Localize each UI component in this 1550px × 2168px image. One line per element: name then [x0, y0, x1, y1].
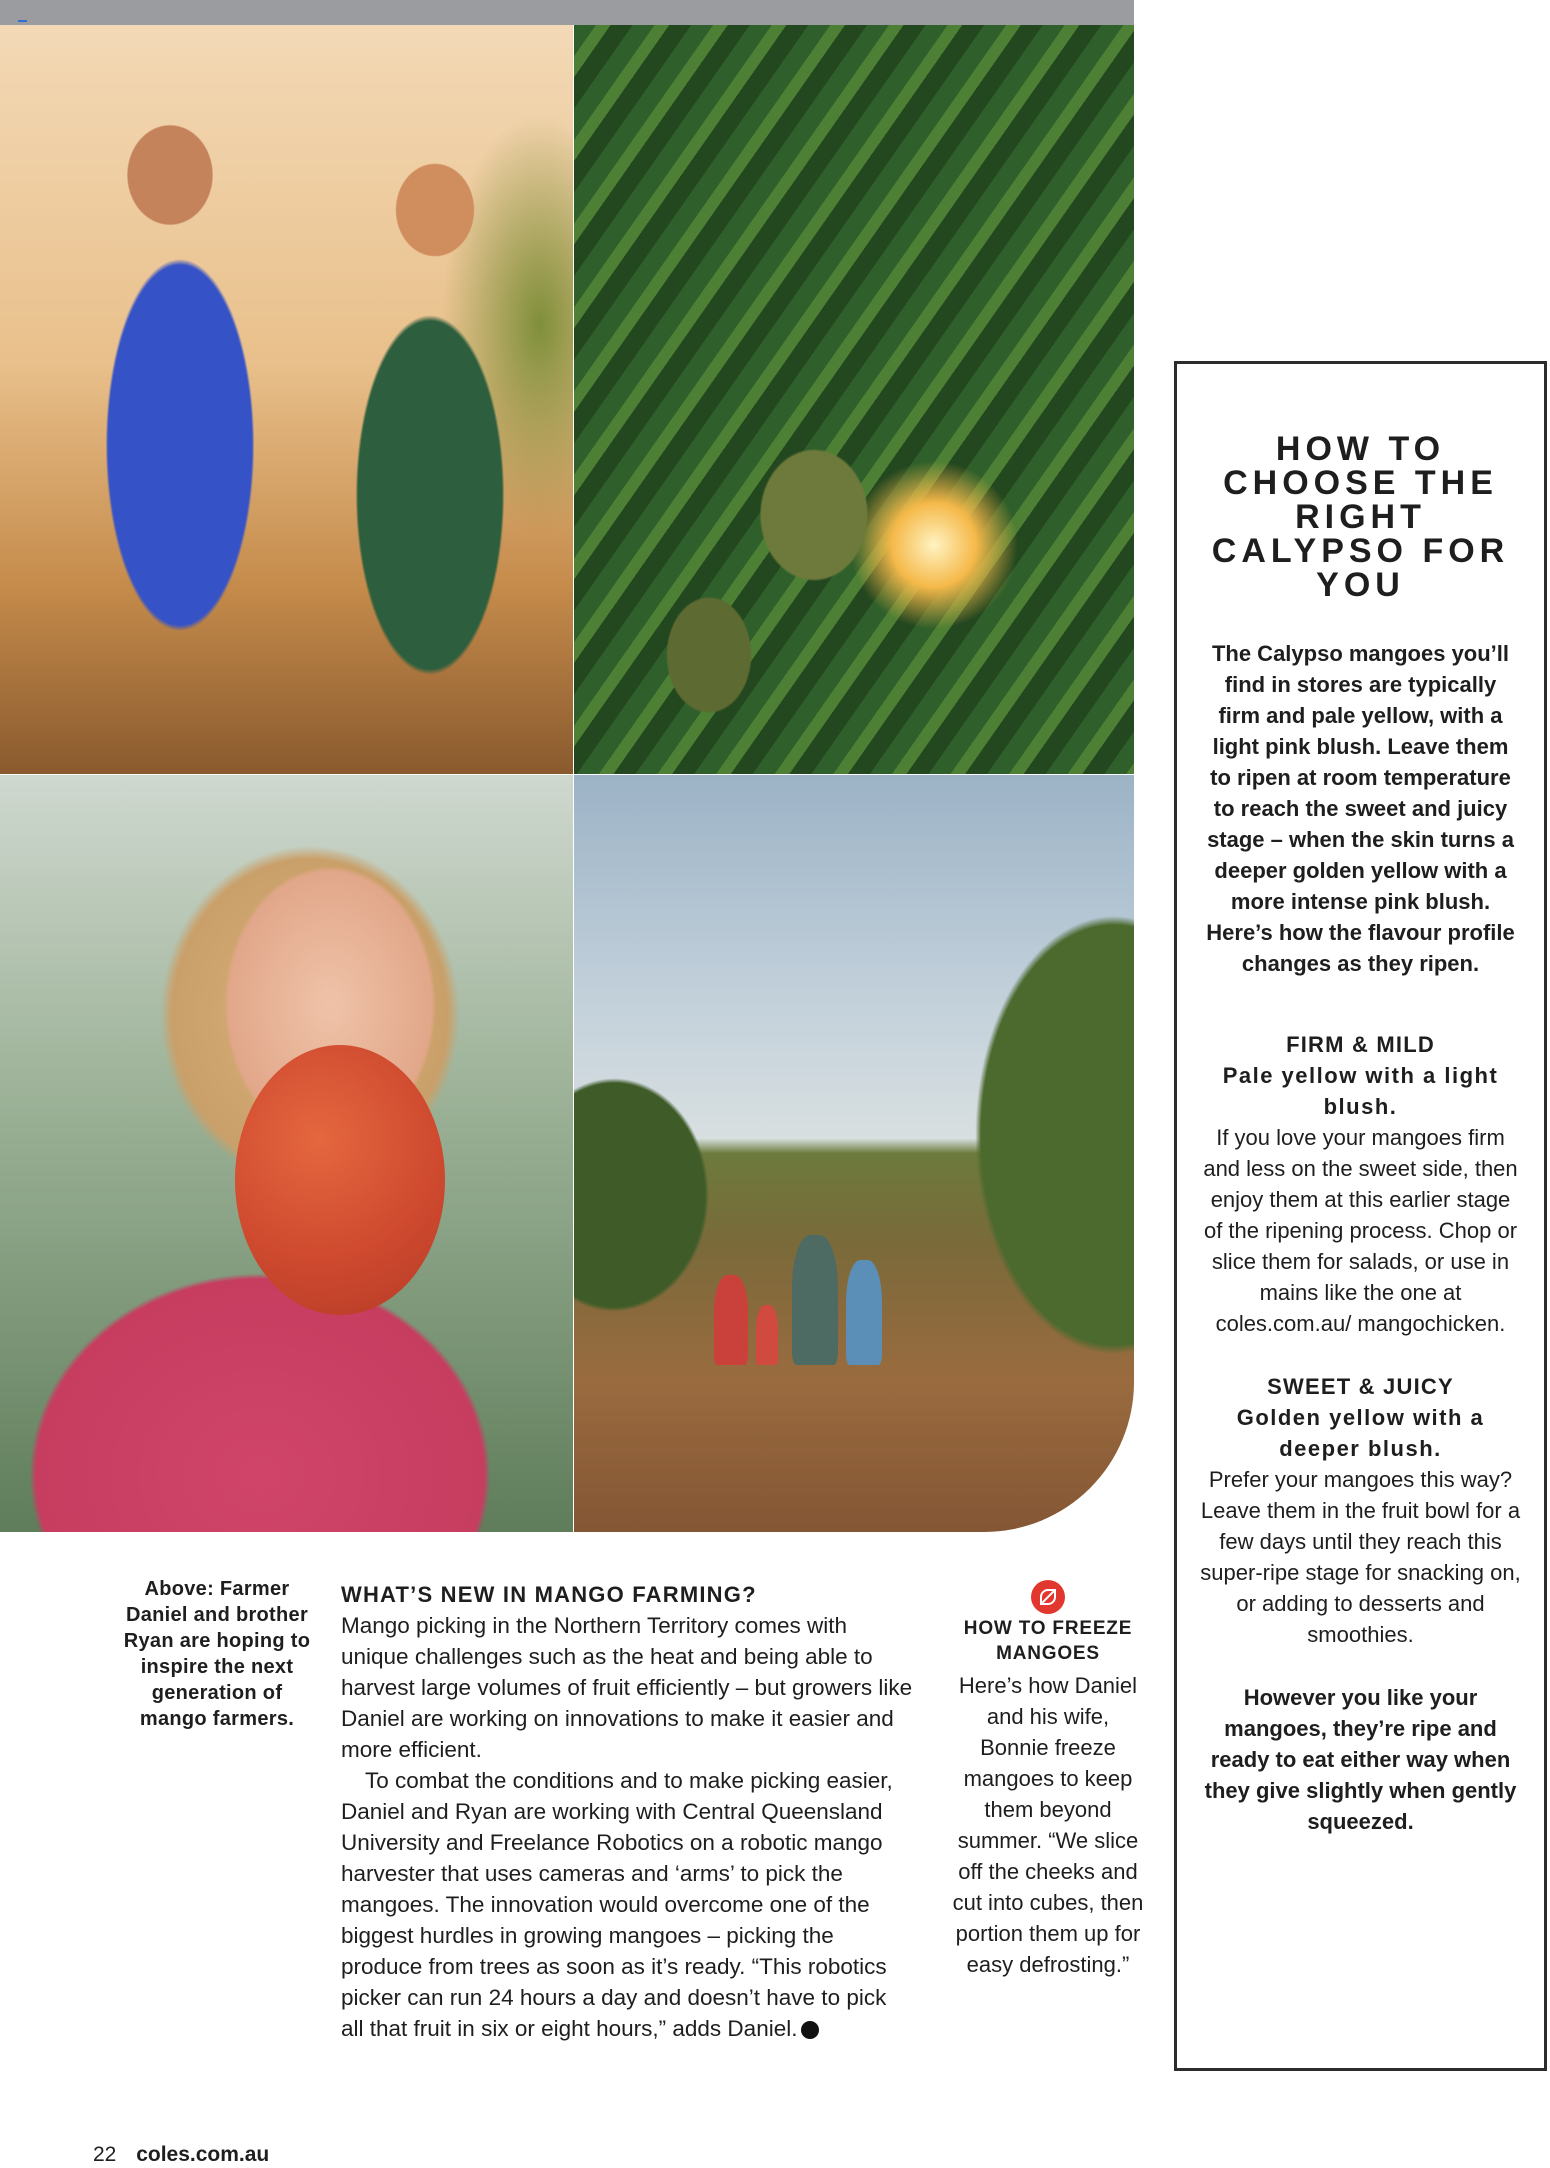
top-bar: [0, 0, 1134, 25]
sidebar-intro: The Calypso mangoes you’ll find in stores are typically firm and pale yellow, with a light pink blush. Leave them to ripen at room temperature to reach the sweet and juicy stage – when the skin turns a deeper golden yellow with a more intense pink blush. Here’s how the flavour profile changes as they ripen.: [1206, 641, 1515, 976]
article-mango-farming: [341, 1580, 913, 2044]
photo-farmers-with-mangoes: [0, 25, 573, 774]
freeze-tip-box: [950, 1580, 1146, 1980]
end-mark-icon: [801, 2021, 819, 2039]
article-paragraph-1: Mango picking in the Northern Territory comes with unique challenges such as the heat and being able to harvest large volumes of fruit efficiently – but growers like Daniel are working on innovations to make it easier and more efficient.: [341, 1613, 913, 1762]
page-number: 22: [93, 2143, 117, 2166]
freeze-body: Here’s how Daniel and his wife, Bonnie freeze mangoes to keep them beyond summer. “We slice off the cheeks and cut into cubes, then portion them up for easy defrosting.”: [952, 1673, 1144, 1977]
article-paragraph-2: [341, 1765, 913, 2044]
photo-mango-tree-sunset: [574, 25, 1134, 774]
page-footer: [93, 2142, 269, 2168]
sidebar-section-firm-mild: [1199, 1029, 1522, 1339]
caption-lead: Above:: [144, 1578, 215, 1600]
photo-girl-eating-mango: [0, 775, 573, 1532]
section-sweet-juicy-subheading: Golden yellow with a deeper blush.: [1236, 1405, 1485, 1461]
photo-mango-shape: [235, 1045, 445, 1315]
caption-text: Farmer Daniel and brother Ryan are hoping to inspire the next generation of mango farmers.: [123, 1578, 311, 1730]
sidebar-closing: However you like your mangoes, they’re ripe and ready to eat either way when they give slightly when gently squeezed.: [1204, 1685, 1517, 1834]
section-firm-mild-heading: FIRM & MILD: [1286, 1032, 1435, 1057]
section-sweet-juicy-heading: SWEET & JUICY: [1267, 1374, 1454, 1399]
section-firm-mild-body: If you love your mangoes firm and less on the sweet side, then enjoy them at this earlier stage of the ripening process. Chop or slice them for salads, or use in mains like the one at coles.com.au/ mangochicken.: [1203, 1125, 1518, 1336]
freeze-heading: HOW TO FREEZE MANGOES: [963, 1618, 1133, 1664]
article-paragraph-2-text: To combat the conditions and to make picking easier, Daniel and Ryan are working with Central Queensland University and Freelance Robotics on a robotic mango harvester that uses cameras and ‘arms’ to pick the mangoes. The innovation would overcome one of the biggest hurdles in growing mangoes – picking the produce from trees as soon as it’s ready. “This robotics picker can run 24 hours a day and doesn’t have to pick all that fruit in six or eight hours,” adds Daniel.: [341, 1768, 893, 2041]
sidebar-title: HOW TO CHOOSE THE RIGHT CALYPSO FOR YOU: [1211, 430, 1510, 604]
photo-caption: [122, 1576, 312, 1732]
leaf-badge-icon: [1031, 1580, 1065, 1614]
section-sweet-juicy-body: Prefer your mangoes this way? Leave them in the fruit bowl for a few days until they reach this super-ripe stage for snacking on, or adding to desserts and smoothies.: [1200, 1467, 1521, 1647]
section-firm-mild-subheading: Pale yellow with a light blush.: [1222, 1063, 1499, 1119]
photo-family-in-orchard: [574, 775, 1134, 1532]
photo-family-figures: [704, 1215, 904, 1365]
footer-site-link[interactable]: coles.com.au: [136, 2143, 270, 2166]
sidebar-section-sweet-juicy: [1199, 1371, 1522, 1650]
article-heading: WHAT’S NEW IN MANGO FARMING?: [341, 1582, 757, 1607]
sidebar-choose-calypso: [1174, 361, 1547, 2071]
top-bar-mark: [18, 20, 27, 22]
